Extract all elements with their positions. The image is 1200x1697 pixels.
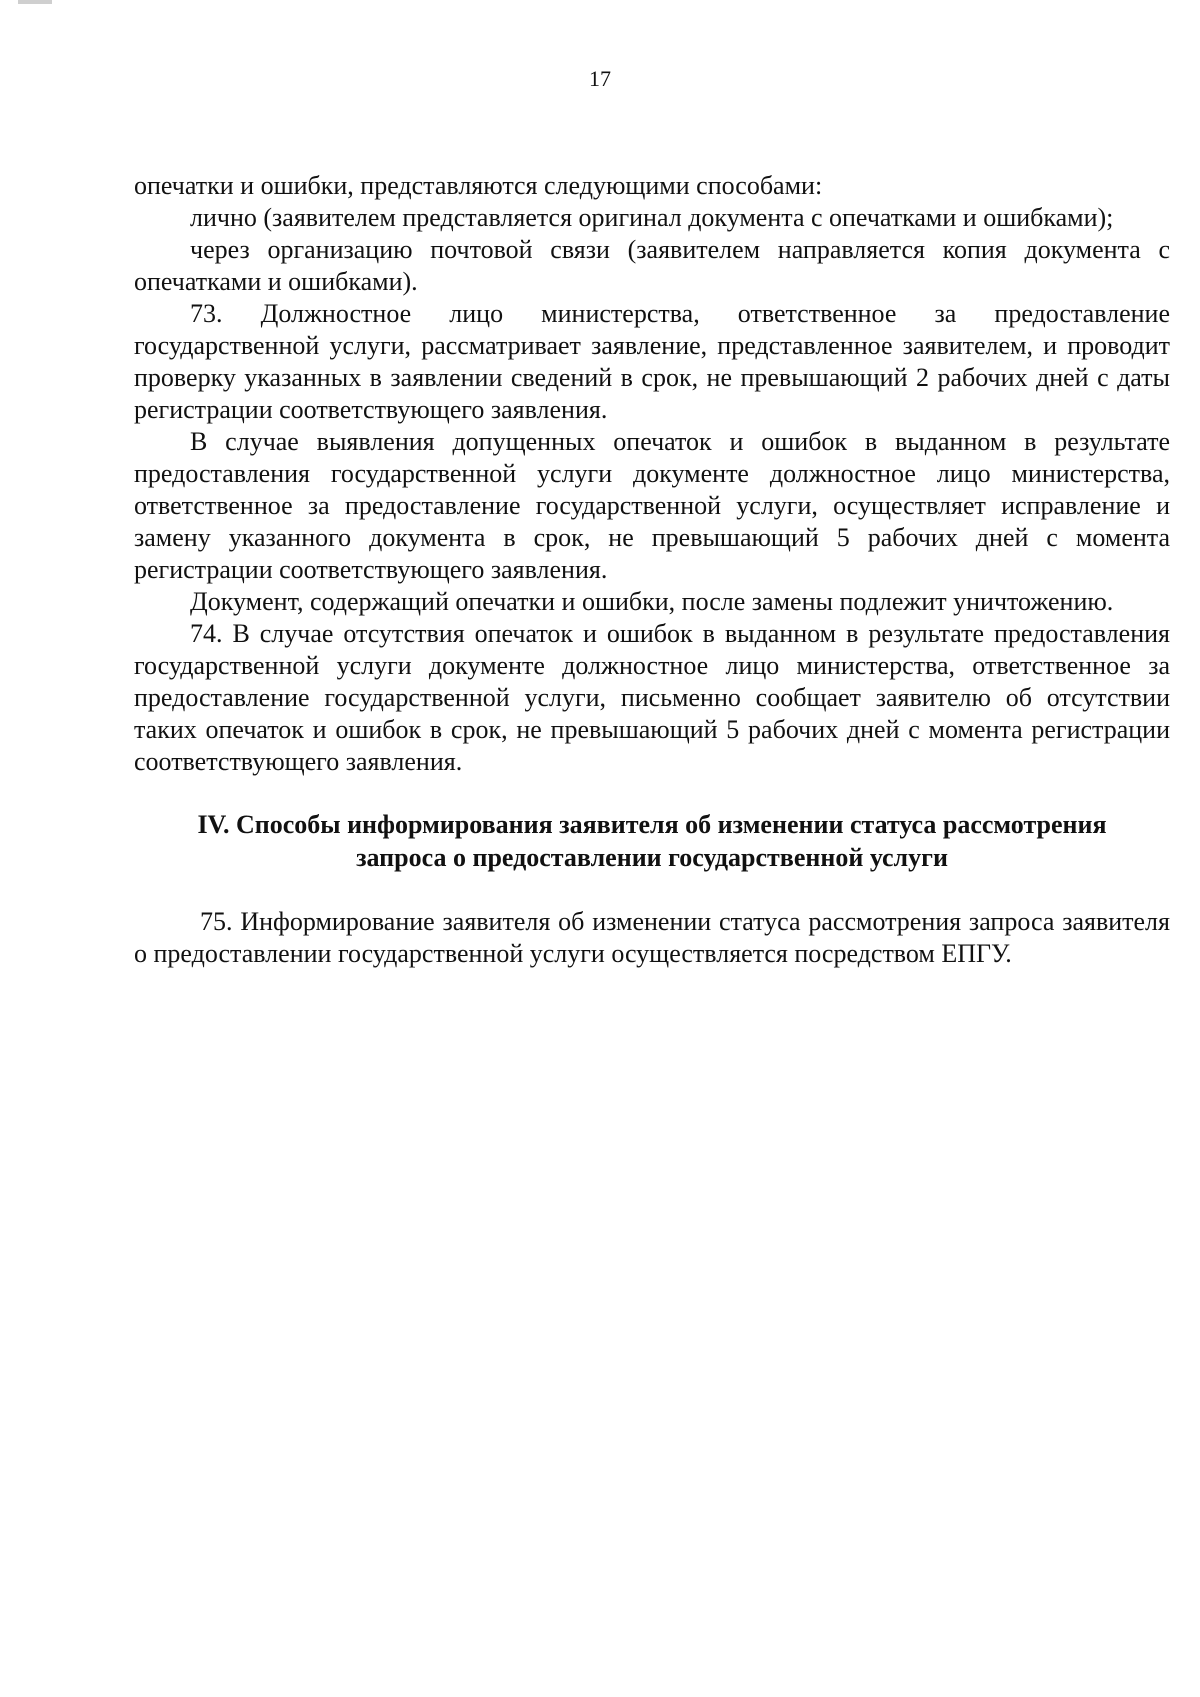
scan-corner-mark xyxy=(18,0,52,4)
paragraph-73-destruction: Документ, содержащий опечатки и ошибки, после замены подлежит уничтожению. xyxy=(190,587,1114,616)
paragraph-continuation: опечатки и ошибки, представляются следующими способами: xyxy=(134,171,823,200)
section-heading-line-1: IV. Способы информирования заявителя об изменении статуса рассмотрения xyxy=(197,810,1107,839)
paragraph-73-correction: В случае выявления допущенных опечаток и ошибок в выданном в результате предоставления государственной услуги документе должностное лицо министерства, ответственное за предоставление государственной услуги, осуществляет исправление и замену указанного документа в срок, не превышающий 5 рабочих дней с момента регистрации соответствующего заявления. xyxy=(134,427,1170,584)
paragraph-by-post: через организацию почтовой связи (заявителем направляется копия документа с опечатками и ошибками). xyxy=(134,235,1170,296)
paragraph-74: 74. В случае отсутствия опечаток и ошибок в выданном в результате предоставления государственной услуги документе должностное лицо министерства, ответственное за предоставление государственной услуги, письменно сообщает заявителю об отсутствии таких опечаток и ошибок в срок, не превышающий 5 рабочих дней с момента регистрации соответствующего заявления. xyxy=(134,619,1170,776)
page-number: 17 xyxy=(589,66,611,91)
paragraph-73: 73. Должностное лицо министерства, ответственное за предоставление государственной услуги, рассматривает заявление, представленное заявителем, и проводит проверку указанных в заявлении сведений в срок, не превышающий 2 рабочих дней с даты регистрации соответствующего заявления. xyxy=(134,299,1170,424)
section-heading xyxy=(134,808,1170,874)
section-heading-line-2: запроса о предоставлении государственной услуги xyxy=(356,843,948,872)
document-body xyxy=(134,170,1170,970)
paragraph-75: 75. Информирование заявителя об изменении статуса рассмотрения запроса заявителя о предоставлении государственной услуги осуществляется посредством ЕПГУ. xyxy=(134,907,1170,968)
paragraph-in-person: лично (заявителем представляется оригинал документа с опечатками и ошибками); xyxy=(190,203,1114,232)
